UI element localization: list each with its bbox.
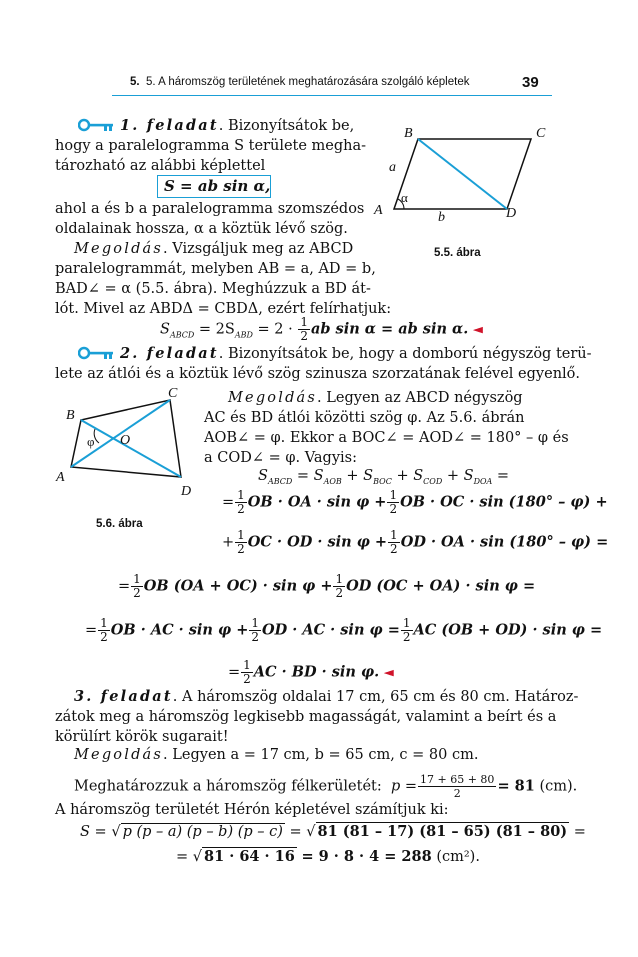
half-num: 1 xyxy=(390,528,398,542)
half-num: 1 xyxy=(335,572,344,586)
heron-eq: = xyxy=(289,824,302,840)
p-lhs: p = xyxy=(390,778,418,795)
task2-eq1 xyxy=(258,467,509,491)
half-den: 2 xyxy=(402,630,411,644)
e2b: OB · OC · sin (180° – φ) + xyxy=(400,493,608,511)
half-den: 2 xyxy=(389,502,398,516)
heron-lhs: S = xyxy=(80,824,107,840)
task1-label: 1. feladat xyxy=(120,117,219,134)
half-num: 1 xyxy=(402,616,411,630)
task1-line2: hogy a paralelogramma S területe megha- xyxy=(55,138,367,154)
task2-line1 xyxy=(120,345,592,363)
heron-eq2: = √ 81 · 64 · 16 = 9 · 8 · 4 = 288 (cm²). xyxy=(176,848,480,865)
e1-e: + S xyxy=(442,468,474,484)
half-num: 1 xyxy=(100,616,108,630)
heron-root1: p (p – a) (p – b) (p – c) xyxy=(122,824,283,840)
fig55-label-A: A xyxy=(374,203,383,218)
header-rule xyxy=(112,95,552,96)
eq-sign: = xyxy=(85,622,98,639)
e5c: AC (OB + OD) · sin φ = xyxy=(413,621,603,639)
heron-root2: 81 (81 – 17) (81 – 65) (81 – 80) xyxy=(317,823,568,840)
eq-rhs: ab sin α = ab sin α. xyxy=(310,320,469,338)
task1-formula: S = ab sin α, xyxy=(164,177,271,195)
half-den: 2 xyxy=(133,586,141,600)
half-den: 2 xyxy=(251,630,259,644)
section-number: 5. xyxy=(130,76,140,88)
fig56-label-O: O xyxy=(120,433,131,448)
page-number: 39 xyxy=(522,74,539,91)
fig56-label-phi: φ xyxy=(87,434,95,449)
task3-line2: zátok meg a háromszög legkisebb magasságát, valamint a beírt és a xyxy=(55,709,557,725)
key-icon xyxy=(78,118,114,132)
fig55-label-b: b xyxy=(438,210,445,225)
half-num: 1 xyxy=(133,572,141,586)
heron-eq2: = xyxy=(573,824,586,840)
task1-line4: ahol a és b a paralelogramma szomszédos xyxy=(55,201,365,217)
fig56-caption: 5.6. ábra xyxy=(96,518,143,530)
e2a: OB · OA · sin φ + xyxy=(247,493,387,511)
eq-half-den: 2 xyxy=(300,329,308,343)
task1-line3: tározható az alábbi képlettel xyxy=(55,158,266,174)
heron-eq1: S = √ p (p – a) (p – b) (p – c) = √ 81 (81 – 17) (81 – 65) (81 – 80) = xyxy=(80,823,586,840)
task2-eq4 xyxy=(118,573,535,600)
task2-eq2 xyxy=(222,489,608,516)
e1-c: + S xyxy=(341,468,374,484)
half xyxy=(235,489,247,516)
task2-line6: a COD∠ = φ. Vagyis: xyxy=(204,450,357,466)
half-num: 1 xyxy=(251,616,259,630)
fig55-label-B: B xyxy=(404,126,413,141)
task3-line1 xyxy=(74,688,578,706)
half-num: 1 xyxy=(237,528,245,542)
e1-sub: ABCD xyxy=(267,476,293,486)
p-unit: (cm). xyxy=(539,778,578,795)
e1-esub: DOA xyxy=(473,476,493,486)
eq-half xyxy=(298,316,310,343)
fig56-label-D: D xyxy=(181,484,192,499)
eq-half-num: 1 xyxy=(300,315,308,329)
diagonal-bd xyxy=(418,139,507,209)
task3-text1: . A háromszög oldalai 17 cm, 65 cm és 80 cm. Határoz- xyxy=(172,689,579,705)
task3-text5: Meghatározzuk a háromszög félkerületét: xyxy=(74,778,382,795)
running-title: 5. A háromszög területének meghatározására szolgáló képletek xyxy=(146,76,470,88)
task1-line1 xyxy=(120,117,354,135)
angle-arc xyxy=(94,429,99,443)
task3-line3: körülírt körök sugarait! xyxy=(55,729,229,745)
task1-equation xyxy=(160,316,483,344)
fig56-label-B: B xyxy=(66,408,75,423)
fig55-label-D: D xyxy=(506,206,517,221)
half-den: 2 xyxy=(390,542,398,556)
half-num: 1 xyxy=(237,488,245,502)
p-den: 2 xyxy=(453,787,461,800)
eq-mid: = 2S xyxy=(194,321,235,338)
task3-line4 xyxy=(74,746,478,764)
e1-b: = S xyxy=(292,468,324,484)
e1-dsub: COD xyxy=(423,476,443,486)
task2-label: 2. feladat xyxy=(120,345,219,362)
half xyxy=(241,659,253,686)
e4b: OD (OC + OA) · sin φ = xyxy=(346,577,536,595)
e5b: OD · AC · sin φ = xyxy=(261,621,400,639)
diagonal-bd xyxy=(81,420,181,477)
half-den: 2 xyxy=(237,502,245,516)
task1-line5: oldalainak hossza, α a köztük lévő szög. xyxy=(55,221,348,237)
e3a: OC · OD · sin φ + xyxy=(247,533,388,551)
e3b: OD · OA · sin (180° – φ) = xyxy=(400,533,609,551)
fig55-label-C: C xyxy=(536,126,546,141)
task2-line2: lete az átlói és a köztük lévő szög szinusza szorzatának felével egyenlő. xyxy=(55,366,581,382)
task2-solution-label: Megoldás xyxy=(228,390,318,406)
e1-csub: BOC xyxy=(373,476,392,486)
task1-text1: . Bizonyítsátok be, xyxy=(218,118,355,134)
heron-root3: 81 · 64 · 16 xyxy=(204,848,295,865)
task3-line5 xyxy=(74,773,577,800)
plus-sign: + xyxy=(222,534,235,551)
half-num: 1 xyxy=(243,658,251,672)
fig55-label-a: a xyxy=(389,160,396,175)
eq-sign: = xyxy=(228,664,241,681)
half-den: 2 xyxy=(100,630,108,644)
p-num: 17 + 65 + 80 xyxy=(420,773,495,786)
task2-line5: AOB∠ = φ. Ekkor a BOC∠ = AOD∠ = 180° – φ és xyxy=(204,430,569,446)
heron-unit: (cm²). xyxy=(436,849,480,865)
end-marker: ◄ xyxy=(383,665,394,681)
task1-text6: . Vizsgáljuk meg az ABCD xyxy=(163,241,354,257)
half xyxy=(235,529,247,556)
e1-bsub: AOB xyxy=(323,476,342,486)
end-marker: ◄ xyxy=(472,322,483,338)
e1-eq: = xyxy=(492,468,510,484)
half xyxy=(131,573,143,600)
task2-text1: . Bizonyítsátok be, hogy a domború négyszög terü- xyxy=(218,346,592,362)
half xyxy=(249,617,261,644)
eq-sign: = xyxy=(222,494,235,511)
half xyxy=(98,617,110,644)
task1-line6 xyxy=(74,240,353,258)
task3-label: 3. feladat xyxy=(74,688,173,705)
task2-line4: AC és BD átlói közötti szög φ. Az 5.6. ábrán xyxy=(204,410,525,426)
half-den: 2 xyxy=(237,542,245,556)
half-den: 2 xyxy=(335,586,344,600)
e4a: OB (OA + OC) · sin φ + xyxy=(143,577,333,595)
half xyxy=(388,529,400,556)
eq-sub2: ABD xyxy=(234,330,253,340)
key-icon xyxy=(78,346,114,360)
heron-result: = 9 · 8 · 4 = 288 xyxy=(301,848,432,865)
task1-line9: lót. Mivel az ABDΔ = CBDΔ, ezért felírhatjuk: xyxy=(55,301,392,317)
p-fraction xyxy=(418,773,496,800)
task1-solution-label: Megoldás xyxy=(74,241,164,257)
fig56-label-A: A xyxy=(56,470,65,485)
task2-eq5 xyxy=(85,617,602,644)
task3-line6: A háromszög területét Hérón képletével számítjuk ki: xyxy=(55,802,449,818)
task3-text4: . Legyen a = 17 cm, b = 65 cm, c = 80 cm. xyxy=(163,747,479,763)
half-num: 1 xyxy=(389,488,398,502)
eq-mid2: = 2 · xyxy=(252,321,293,338)
task2-eq3 xyxy=(222,529,608,556)
fig56-label-C: C xyxy=(168,386,178,401)
eq-sign: = xyxy=(118,578,131,595)
half xyxy=(333,573,345,600)
e6: AC · BD · sin φ. xyxy=(253,663,380,681)
task2-text3: . Legyen az ABCD négyszög xyxy=(317,390,523,406)
eq-sub1: ABCD xyxy=(169,330,195,340)
half xyxy=(401,617,413,644)
task2-line3 xyxy=(228,389,523,407)
eq-s: S xyxy=(160,321,170,338)
e1-d: + S xyxy=(391,468,424,484)
e1-s: S xyxy=(258,468,268,484)
half-den: 2 xyxy=(243,672,251,686)
task1-line7: paralelogrammát, melyben AB = a, AD = b, xyxy=(55,261,376,277)
e5a: OB · AC · sin φ + xyxy=(110,621,249,639)
task2-eq6 xyxy=(228,659,394,686)
task3-solution-label: Megoldás xyxy=(74,747,164,763)
half xyxy=(387,489,399,516)
task1-line8: BAD∠ = α (5.5. ábra). Meghúzzuk a BD át- xyxy=(55,281,371,297)
fig55-caption: 5.5. ábra xyxy=(434,247,481,259)
p-rhs: = 81 xyxy=(497,777,535,795)
fig55-label-alpha: α xyxy=(401,190,408,205)
